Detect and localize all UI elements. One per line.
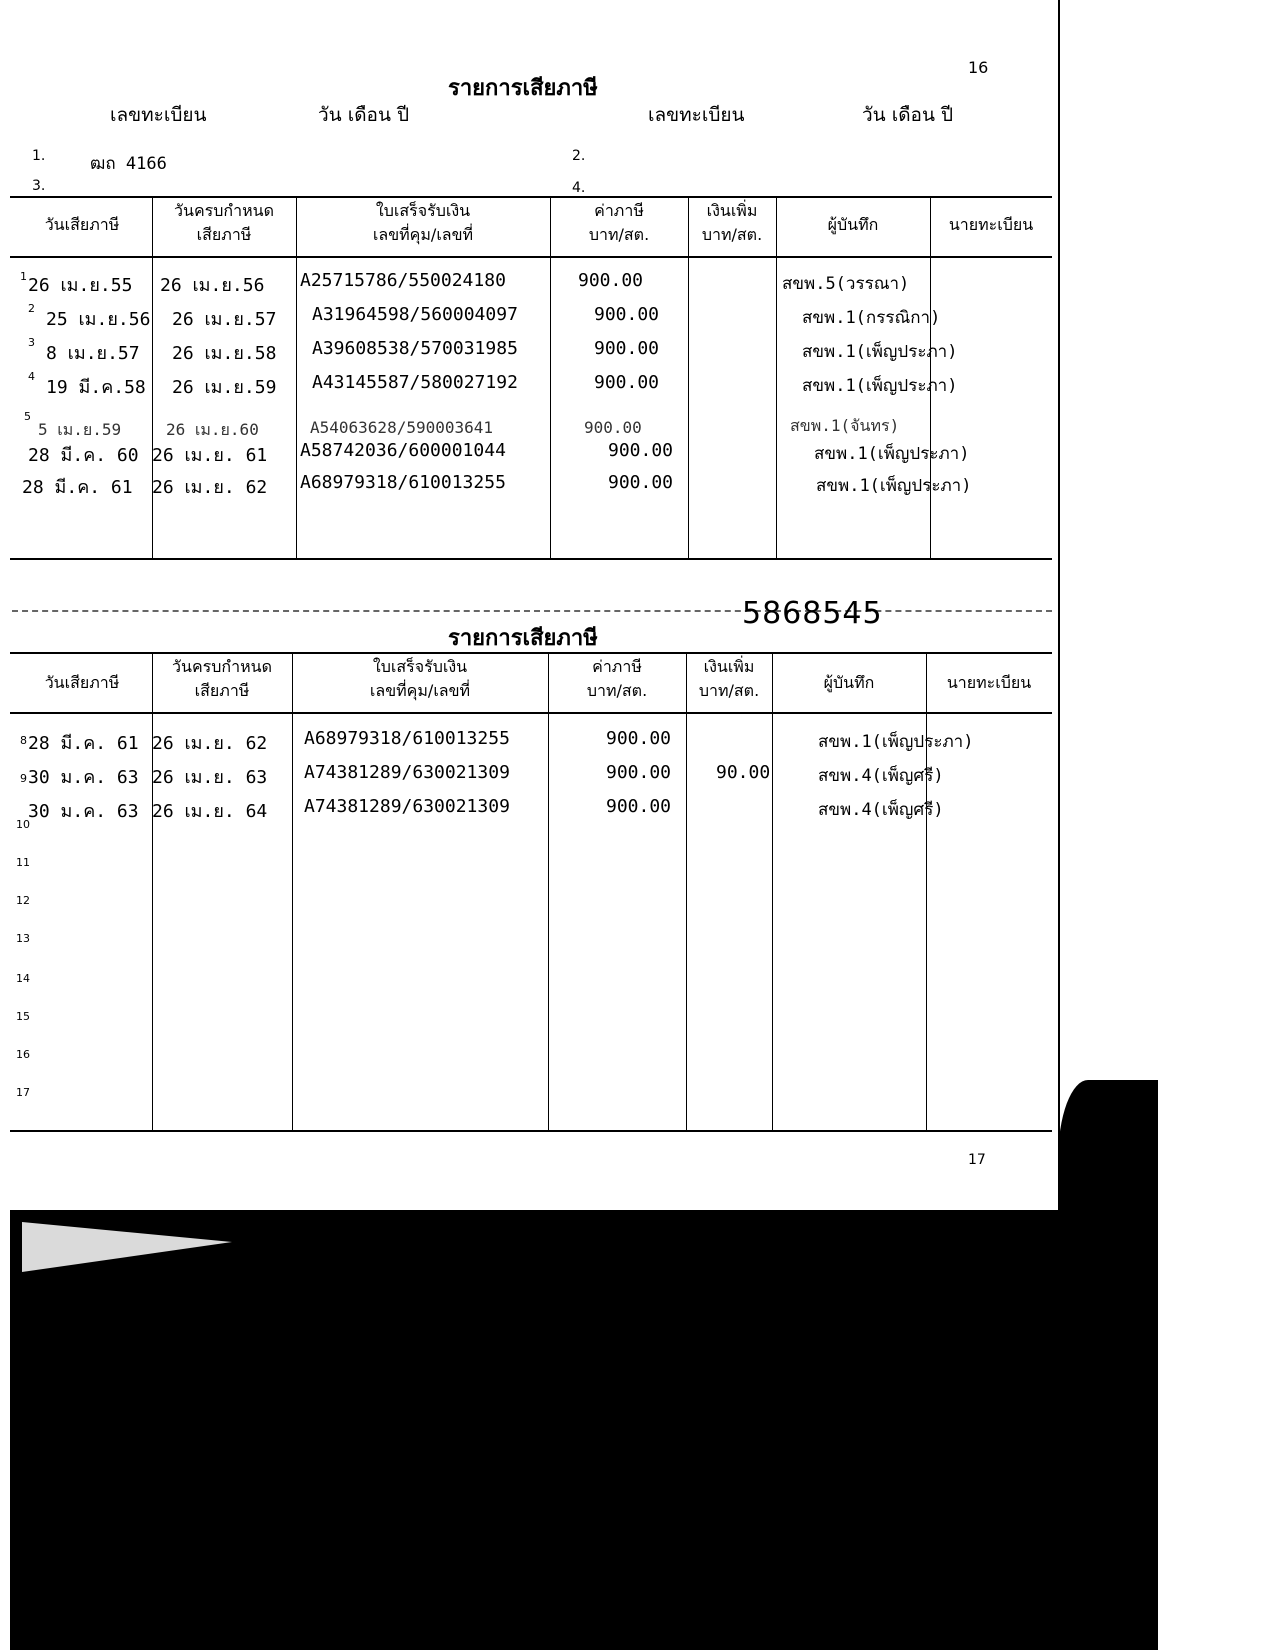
table1-top-rule <box>10 196 1052 198</box>
t1-header-receipt-2: เลขที่คุม/เลขที่ <box>372 225 474 244</box>
pay-date: 8 เม.ย.57 <box>46 343 140 364</box>
due-date: 26 เม.ย. 62 <box>152 477 268 498</box>
table1-header-rule <box>10 256 1052 258</box>
receipt-number: A58742036/600001044 <box>300 440 506 461</box>
row-number: 16 <box>16 1048 30 1061</box>
recorder: สขพ.1(เพ็ญประภา) <box>802 342 958 362</box>
row-number: 12 <box>16 894 30 907</box>
pay-date: 30 ม.ค. 63 <box>28 767 139 788</box>
tax-amount: 900.00 <box>578 270 644 291</box>
due-date: 26 เม.ย.56 <box>160 275 265 296</box>
t1-header-tax-2: บาท/สต. <box>588 225 650 244</box>
row-number: 2 <box>28 302 35 315</box>
t2-col-sep-1 <box>152 652 153 1130</box>
t1-header-receipt-1: ใบเสร็จรับเงิน <box>375 201 471 220</box>
t2-col-sep-3 <box>548 652 549 1130</box>
row-number: 8 <box>20 734 27 747</box>
pay-date: 25 เม.ย.56 <box>46 309 151 330</box>
row-number: 1 <box>20 270 27 283</box>
entry-3-num: 3. <box>32 178 46 194</box>
t2-header-registrar: นายทะเบียน <box>946 673 1032 692</box>
due-date: 26 เม.ย. 63 <box>152 767 268 788</box>
receipt-number: A43145587/580027192 <box>312 372 518 393</box>
t1-header-due-date-2: เสียภาษี <box>196 225 252 244</box>
row-number: 13 <box>16 932 30 945</box>
tax-amount: 900.00 <box>594 304 660 325</box>
receipt-number: A54063628/590003641 <box>310 418 494 437</box>
t1-col-sep-4 <box>688 196 689 558</box>
date-label-right: วัน เดือน ปี <box>862 104 954 126</box>
row-number: 17 <box>16 1086 30 1099</box>
extra-amount: 90.00 <box>716 762 771 783</box>
t1-header-due-date-1: วันครบกำหนด <box>174 201 274 220</box>
receipt-number: A68979318/610013255 <box>304 728 510 749</box>
receipt-number: A39608538/570031985 <box>312 338 518 359</box>
row-number: 5 <box>24 410 31 423</box>
tax-amount: 900.00 <box>594 338 660 359</box>
t2-col-sep-2 <box>292 652 293 1130</box>
t1-header-registrar: นายทะเบียน <box>948 215 1034 234</box>
pay-date: 28 มี.ค. 61 <box>22 477 133 498</box>
t1-col-sep-5 <box>776 196 777 558</box>
scan-shadow-bottom <box>10 1210 1158 1650</box>
recorder: สขพ.1(เพ็ญประภา) <box>802 376 958 396</box>
t2-header-receipt-2: เลขที่คุม/เลขที่ <box>369 681 471 700</box>
tax-amount: 900.00 <box>584 418 642 437</box>
t2-header-due-date-1: วันครบกำหนด <box>172 657 272 676</box>
t1-header-extra-1: เงินเพิ่ม <box>706 201 758 220</box>
due-date: 26 เม.ย.58 <box>172 343 277 364</box>
scan-shadow-side <box>1058 1080 1158 1220</box>
due-date: 26 เม.ย. 64 <box>152 801 268 822</box>
page-separator <box>12 610 1052 612</box>
t2-header-extra-1: เงินเพิ่ม <box>703 657 755 676</box>
recorder: สขพ.4(เพ็ญศรี) <box>818 800 944 820</box>
t1-header-recorder: ผู้บันทึก <box>827 215 879 234</box>
scan-glare <box>22 1222 232 1272</box>
pay-date: 28 มี.ค. 60 <box>28 445 139 466</box>
page-number-top: 16 <box>968 58 989 77</box>
stamp-number: 5868545 <box>742 596 883 631</box>
t2-header-receipt-1: ใบเสร็จรับเงิน <box>372 657 468 676</box>
t1-header-pay-date: วันเสียภาษี <box>44 215 120 234</box>
t2-col-sep-6 <box>926 652 927 1130</box>
pay-date: 28 มี.ค. 61 <box>28 733 139 754</box>
reg-label-right: เลขทะเบียน <box>648 104 745 126</box>
date-label-left: วัน เดือน ปี <box>318 104 410 126</box>
pay-date: 5 เม.ย.59 <box>38 420 122 439</box>
t2-header-due-date-2: เสียภาษี <box>194 681 250 700</box>
t1-header-tax-1: ค่าภาษี <box>594 201 644 220</box>
t1-header-extra-2: บาท/สต. <box>701 225 763 244</box>
tax-amount: 900.00 <box>606 762 672 783</box>
recorder: สขพ.1(เพ็ญประภา) <box>816 476 972 496</box>
t2-header-recorder: ผู้บันทึก <box>823 673 875 692</box>
row-number: 15 <box>16 1010 30 1023</box>
tax-amount: 900.00 <box>608 440 674 461</box>
due-date: 26 เม.ย.57 <box>172 309 277 330</box>
t2-header-tax-2: บาท/สต. <box>586 681 648 700</box>
table2-header-rule <box>10 712 1052 714</box>
entry-2-num: 2. <box>572 148 586 164</box>
bottom-title: รายการเสียภาษี <box>448 625 598 651</box>
receipt-number: A74381289/630021309 <box>304 796 510 817</box>
t2-col-sep-4 <box>686 652 687 1130</box>
table2-bottom-rule <box>10 1130 1052 1132</box>
due-date: 26 เม.ย.60 <box>166 420 259 439</box>
t2-header-extra-2: บาท/สต. <box>698 681 760 700</box>
top-title: รายการเสียภาษี <box>448 75 598 101</box>
row-number: 3 <box>28 336 35 349</box>
reg-label-left: เลขทะเบียน <box>110 104 207 126</box>
entry-1-num: 1. <box>32 148 46 164</box>
recorder: สขพ.1(กรรณิกา) <box>802 308 941 328</box>
receipt-number: A31964598/560004097 <box>312 304 518 325</box>
t1-col-sep-1 <box>152 196 153 558</box>
recorder: สขพ.1(เพ็ญประภา) <box>814 444 970 464</box>
recorder: สขพ.1(เพ็ญประภา) <box>818 732 974 752</box>
entry-1-value: ฒถ 4166 <box>90 154 167 174</box>
receipt-number: A25715786/550024180 <box>300 270 506 291</box>
t2-header-pay-date: วันเสียภาษี <box>44 673 120 692</box>
t1-col-sep-3 <box>550 196 551 558</box>
due-date: 26 เม.ย.59 <box>172 377 277 398</box>
t2-col-sep-5 <box>772 652 773 1130</box>
row-number: 10 <box>16 818 30 831</box>
page-number-bottom: 17 <box>968 1152 986 1168</box>
pay-date: 19 มี.ค.58 <box>46 377 146 398</box>
row-number: 4 <box>28 370 35 383</box>
recorder: สขพ.4(เพ็ญศรี) <box>818 766 944 786</box>
receipt-number: A74381289/630021309 <box>304 762 510 783</box>
tax-amount: 900.00 <box>606 796 672 817</box>
t1-col-sep-2 <box>296 196 297 558</box>
t2-header-tax-1: ค่าภาษี <box>592 657 642 676</box>
due-date: 26 เม.ย. 62 <box>152 733 268 754</box>
recorder: สขพ.5(วรรณา) <box>782 274 910 294</box>
row-number: 9 <box>20 772 27 785</box>
tax-amount: 900.00 <box>606 728 672 749</box>
pay-date: 30 ม.ค. 63 <box>28 801 139 822</box>
row-number: 11 <box>16 856 30 869</box>
row-number: 14 <box>16 972 30 985</box>
entry-4-num: 4. <box>572 180 586 196</box>
tax-amount: 900.00 <box>608 472 674 493</box>
recorder: สขพ.1(จันทร) <box>790 416 900 435</box>
table1-bottom-rule <box>10 558 1052 560</box>
due-date: 26 เม.ย. 61 <box>152 445 268 466</box>
pay-date: 26 เม.ย.55 <box>28 275 133 296</box>
table2-top-rule <box>10 652 1052 654</box>
tax-amount: 900.00 <box>594 372 660 393</box>
receipt-number: A68979318/610013255 <box>300 472 506 493</box>
